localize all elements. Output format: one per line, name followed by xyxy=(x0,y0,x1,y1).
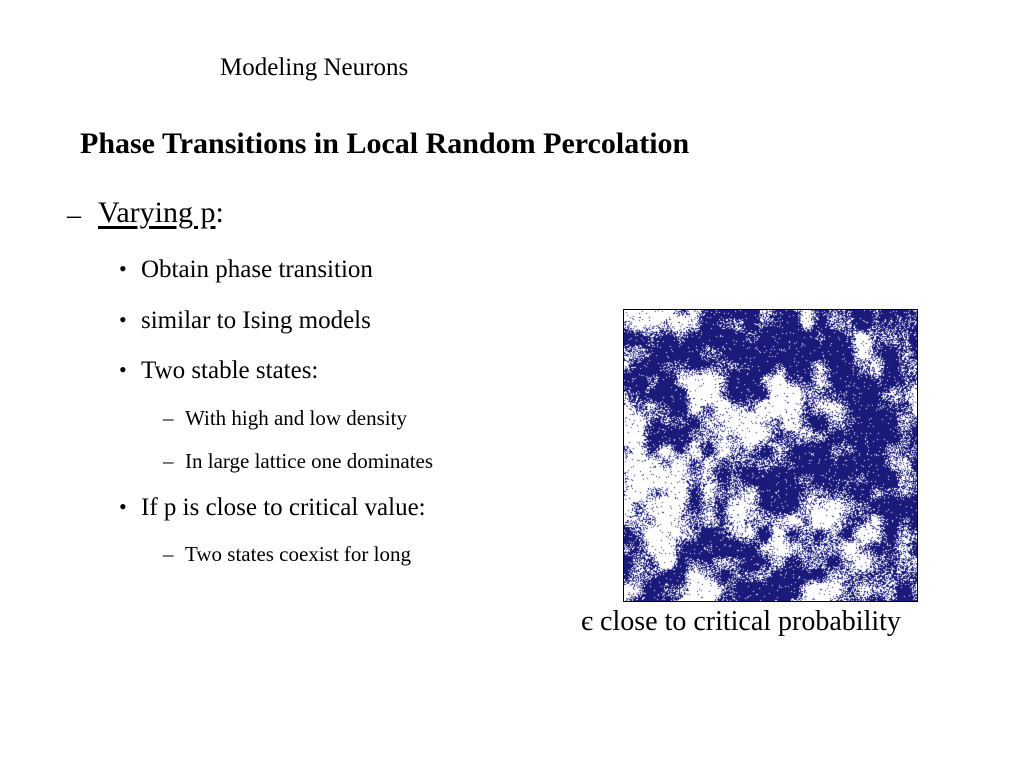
bullet-text: Obtain phase transition xyxy=(141,256,373,283)
level1-label-suffix: : xyxy=(215,196,224,229)
level1-item-varying-p xyxy=(98,196,224,230)
sub-bullet-text: Two states coexist for long xyxy=(185,542,411,566)
bullet-item xyxy=(119,307,371,335)
sub-bullet-glyph: – xyxy=(163,406,174,430)
bullet-glyph: • xyxy=(119,494,127,519)
level1-dash: – xyxy=(67,200,81,231)
percolation-lattice-image xyxy=(623,309,918,602)
percolation-lattice-canvas xyxy=(624,310,917,601)
bullet-item xyxy=(119,494,426,522)
sub-bullet-glyph: – xyxy=(163,449,174,473)
sub-bullet-text: In large lattice one dominates xyxy=(185,449,434,473)
sub-bullet-item xyxy=(163,542,411,567)
bullet-item xyxy=(119,357,319,385)
bullet-text: Two stable states: xyxy=(141,357,319,384)
slide-title: Phase Transitions in Local Random Percolation xyxy=(80,127,690,160)
sub-bullet-text: With high and low density xyxy=(185,406,407,430)
bullet-glyph: • xyxy=(119,256,127,281)
bullet-glyph: • xyxy=(119,357,127,382)
bullet-text: If p is close to critical value: xyxy=(141,494,426,521)
slide-header: Modeling Neurons xyxy=(220,54,409,81)
bullet-item xyxy=(119,256,373,284)
level1-label-underlined: Varying p xyxy=(98,196,216,229)
bullet-glyph: • xyxy=(119,307,127,332)
sub-bullet-item xyxy=(163,449,434,474)
bullet-text: similar to Ising models xyxy=(141,307,371,334)
sub-bullet-glyph: – xyxy=(163,542,174,566)
sub-bullet-item xyxy=(163,406,407,431)
lattice-caption: є close to critical probability xyxy=(581,606,901,637)
